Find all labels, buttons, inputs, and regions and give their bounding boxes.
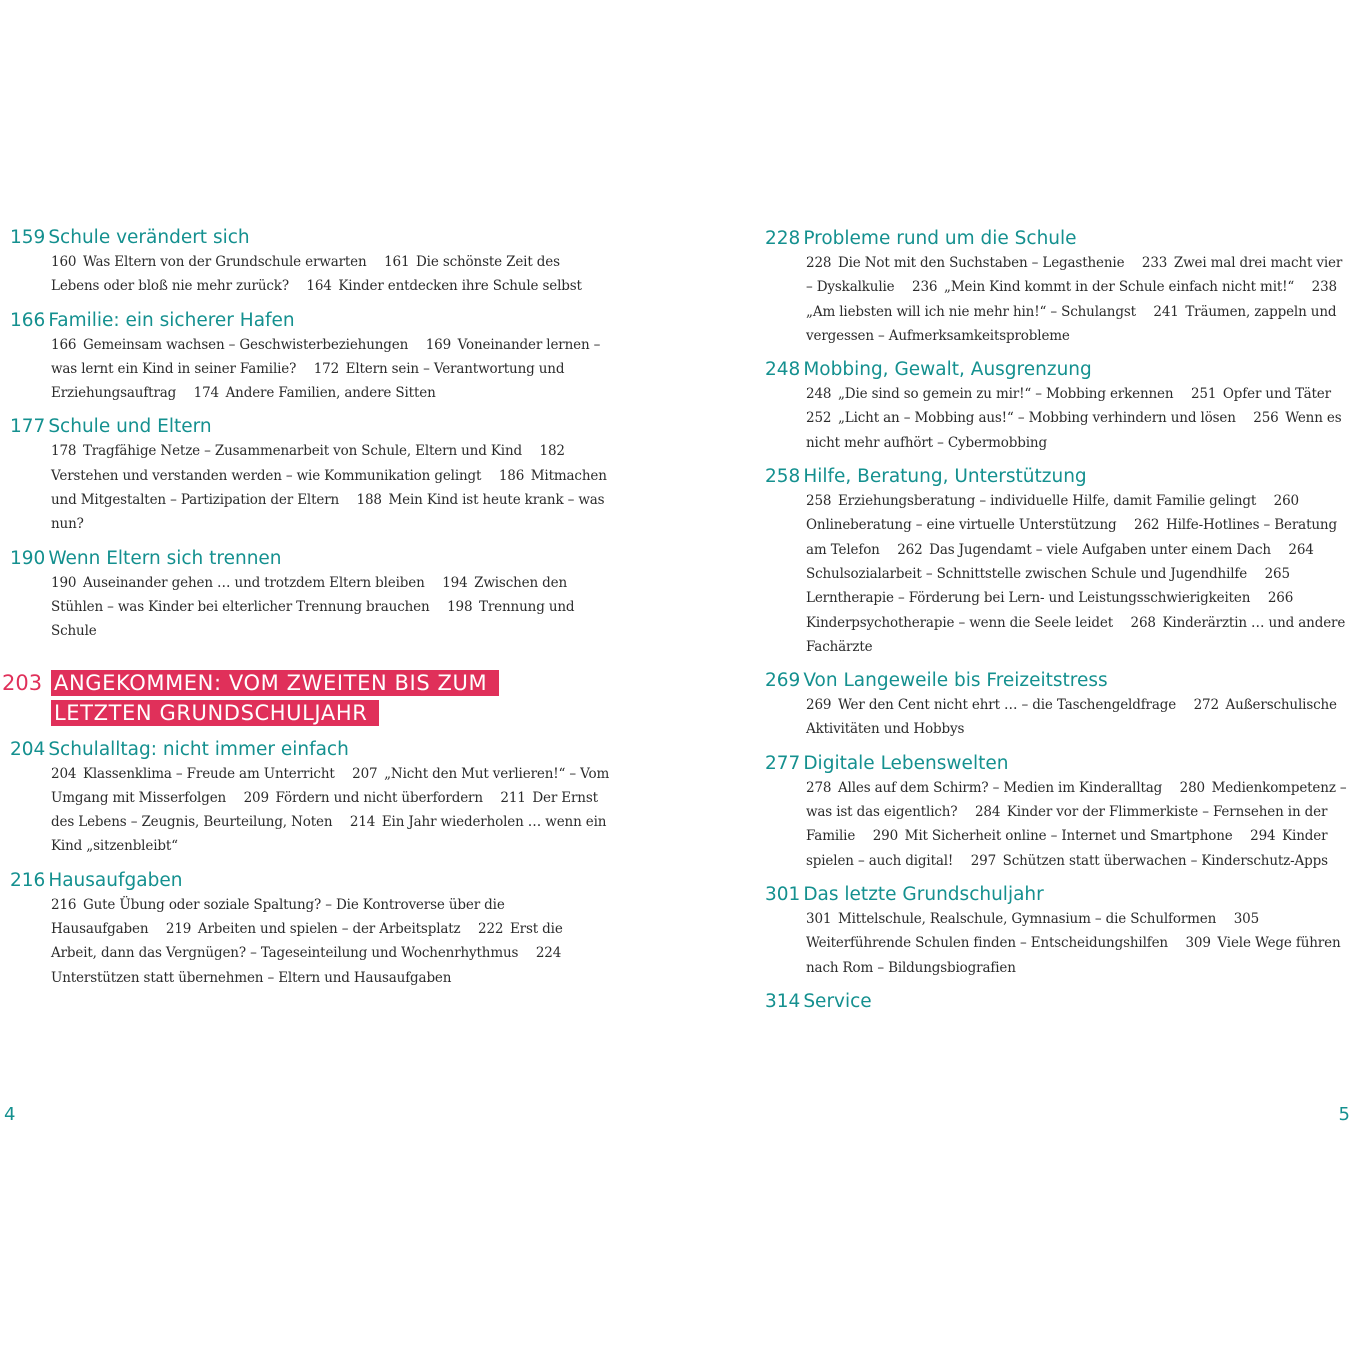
subsection-title: Mittelschule, Realschule, Gymnasium – die Schulformen [837,910,1217,927]
toc-group-a [10,226,610,644]
toc-entry [765,883,1350,980]
subsection-page-number: 166 [51,336,77,353]
subsection-title: Gemeinsam wachsen – Geschwisterbeziehungen [82,336,409,353]
subsection-title: Trennung und Schule [51,598,575,640]
subsection-page-number: 204 [51,765,77,782]
subsection-title: Eltern sein – Verantwortung und Erziehungsauftrag [51,360,565,402]
right-page-toc [765,227,1350,1024]
section-page-number: 277 [765,752,801,774]
subsection-page-number: 216 [51,896,77,913]
subsection-title: Onlineberatung – eine virtuelle Unterstützung [806,517,1117,534]
subsection-title: Arbeiten und spielen – der Arbeitsplatz [197,921,461,938]
subsection-title: Ein Jahr wiederholen … wenn ein Kind „sitzenbleibt“ [51,814,607,855]
section-heading [10,547,610,571]
subsection-page-number: 280 [1179,779,1205,796]
subsection-title: Mein Kind ist heute krank – was nun? [51,492,605,533]
subsection-page-number: 256 [1253,410,1279,427]
section-page-number: 258 [765,466,801,488]
subsection-title: Außerschulische Aktivitäten und Hobbys [806,697,1337,738]
subsection-title: Fördern und nicht überfordern [275,789,483,806]
section-title: Probleme rund um die Schule [803,228,1077,249]
section-heading [765,669,1350,693]
subsection-title: Kinderpsychotherapie – wenn die Seele leidet [806,614,1114,631]
toc-group-c [765,227,1350,1014]
subsection-page-number: 188 [356,492,382,509]
section-title: Wenn Eltern sich trennen [48,547,282,569]
page-number-right: 5 [1338,1104,1350,1125]
subsection-list [51,250,610,299]
subsection-title: Mitmachen und Mitgestalten – Partizipation der Eltern [51,467,607,509]
section-title: Hausaufgaben [48,869,183,891]
section-page-number: 269 [765,670,801,692]
chapter-title-line-2: LETZTEN GRUNDSCHULJAHR [51,700,379,726]
subsection-title: Erst die Arbeit, dann das Vergnügen? – Tageseinteilung und Wochenrhythmus [51,921,563,962]
subsection-page-number: 258 [806,493,832,510]
subsection-page-number: 284 [974,804,1001,821]
subsection-list [51,439,610,536]
subsection-item [971,853,1328,869]
subsection-title: Andere Familien, andere Sitten [225,385,436,402]
subsection-item [1191,386,1331,402]
subsection-title: Unterstützen statt übernehmen – Eltern und Hausaufgaben [51,969,452,986]
subsection-page-number: 224 [535,945,562,962]
subsection-page-number: 219 [165,921,192,938]
section-title: Familie: ein sicherer Hafen [48,309,295,331]
toc-entry [10,309,610,406]
subsection-page-number: 305 [1233,910,1260,927]
subsection-item [194,385,436,401]
subsection-title: Kinder spielen – auch digital! [806,828,1328,869]
subsection-title: Schulsozialarbeit – Schnittstelle zwischen Schule und Jugendhilfe [806,565,1248,582]
page-number-left: 4 [4,1104,16,1125]
section-heading [765,358,1350,382]
subsection-title: Die Not mit den Suchstaben – Legasthenie [837,255,1125,271]
section-page-number: 314 [765,990,801,1012]
subsection-page-number: 290 [872,828,899,845]
subsection-page-number: 228 [806,255,832,271]
section-page-number: 190 [10,547,46,569]
subsection-page-number: 209 [243,789,269,806]
subsection-item [806,697,1176,713]
subsection-list [51,893,610,990]
section-heading [10,738,610,762]
section-title: Schulalltag: nicht immer einfach [48,738,349,760]
subsection-page-number: 214 [349,814,376,831]
subsection-title: Träumen, zappeln und vergessen – Aufmerksamkeitsprobleme [806,303,1337,344]
subsection-title: Voneinander lernen – was lernt ein Kind in seiner Familie? [51,336,601,377]
subsection-item [306,278,581,294]
section-heading [765,465,1350,489]
subsection-page-number: 198 [447,598,473,615]
subsection-page-number: 272 [1193,697,1219,714]
subsection-item [806,493,1256,509]
section-title: Schule verändert sich [48,227,250,248]
subsection-page-number: 309 [1185,935,1211,952]
subsection-list [806,776,1350,873]
subsection-title: „Nicht den Mut verlieren!“ – Vom Umgang mit Misserfolgen [51,765,610,806]
subsection-page-number: 233 [1141,255,1168,271]
subsection-title: Was Eltern von der Grundschule erwarten [82,254,367,270]
subsection-title: „Die sind so gemein zu mir!“ – Mobbing erkennen [837,386,1174,403]
subsection-item [51,254,367,270]
toc-entry [10,226,610,299]
subsection-title: Erziehungsberatung – individuelle Hilfe, damit Familie gelingt [837,493,1257,510]
subsection-page-number: 236 [912,279,938,296]
toc-entry [10,415,610,536]
section-title: Schule und Eltern [48,416,212,438]
subsection-page-number: 207 [352,765,378,782]
subsection-title: Verstehen und verstanden werden – wie Kommunikation gelingt [51,467,482,484]
subsection-title: „Am liebsten will ich nie mehr hin!“ – Schulangst [806,303,1136,320]
subsection-page-number: 238 [1311,279,1337,296]
section-page-number: 204 [10,738,46,760]
subsection-item [244,790,483,806]
section-page-number: 228 [765,228,801,249]
toc-entry [765,990,1350,1014]
section-page-number: 166 [10,309,46,331]
subsection-title: Lerntherapie – Förderung bei Lern- und Leistungsschwierigkeiten [806,590,1251,607]
section-page-number: 248 [765,359,801,381]
section-heading [10,869,610,893]
section-heading [765,227,1350,251]
chapter-title [51,668,551,728]
subsection-title: Schützen statt überwachen – Kinderschutz-Apps [1002,852,1328,869]
subsection-title: „Mein Kind kommt in der Schule einfach nicht mit!“ [943,279,1295,296]
subsection-item [873,828,1233,844]
toc-entry [765,227,1350,348]
subsection-list [51,333,610,406]
subsection-title: „Licht an – Mobbing aus!“ – Mobbing verhindern und lösen [837,410,1236,427]
section-page-number: 159 [10,227,46,248]
subsection-page-number: 174 [193,385,219,402]
subsection-title: Opfer und Täter [1222,386,1331,403]
toc-entry [765,465,1350,659]
left-page-toc [2,226,610,1000]
section-heading [765,883,1350,907]
chapter-title-line-1: ANGEKOMMEN: VOM ZWEITEN BIS ZUM [51,670,499,696]
section-page-number: 216 [10,869,46,891]
subsection-list [806,907,1350,980]
subsection-title: Auseinander gehen … und trotzdem Eltern bleiben [82,574,425,591]
section-heading [10,226,610,250]
subsection-page-number: 178 [51,443,77,460]
section-heading [10,309,610,333]
subsection-page-number: 241 [1153,303,1179,320]
subsection-title: Wer den Cent nicht ehrt … – die Taschengeldfrage [837,697,1177,714]
subsection-page-number: 194 [442,574,468,591]
subsection-page-number: 260 [1273,493,1299,510]
subsection-item [897,542,1271,558]
subsection-page-number: 186 [498,467,525,484]
subsection-list [806,693,1350,742]
subsection-page-number: 160 [51,254,77,270]
subsection-title: Tragfähige Netze – Zusammenarbeit von Schule, Eltern und Kind [82,443,522,460]
subsection-item [806,386,1173,402]
subsection-list [806,489,1350,659]
subsection-page-number: 269 [806,697,832,714]
subsection-item [51,337,408,353]
subsection-page-number: 248 [806,386,832,403]
toc-entry [765,358,1350,455]
subsection-page-number: 301 [806,910,832,927]
subsection-list [51,762,610,859]
subsection-title: Viele Wege führen nach Rom – Bildungsbiografien [806,935,1341,976]
section-title: Von Langeweile bis Freizeitstress [803,670,1108,692]
subsection-page-number: 294 [1250,828,1276,845]
subsection-item [806,410,1236,426]
subsection-page-number: 262 [1134,517,1160,534]
subsection-title: Medienkompetenz – was ist das eigentlich? [806,779,1347,821]
subsection-item [806,911,1216,927]
toc-group-b [10,738,610,990]
subsection-title: Weiterführende Schulen finden – Entscheidungshilfen [806,935,1168,952]
subsection-title: Das Jugendamt – viele Aufgaben unter einem Dach [929,541,1271,558]
toc-entry [10,869,610,990]
subsection-list [806,251,1350,348]
subsection-item [806,780,1162,796]
subsection-title: Zwischen den Stühlen – was Kinder bei elterlicher Trennung brauchen [51,574,568,615]
subsection-list [806,382,1350,455]
subsection-title: Alles auf dem Schirm? – Medien im Kinderalltag [837,779,1163,796]
subsection-page-number: 264 [1288,541,1314,558]
subsection-title: Die schönste Zeit des Lebens oder bloß nie mehr zurück? [51,254,560,295]
subsection-title: Zwei mal drei macht vier – Dyskalkulie [806,255,1343,296]
subsection-page-number: 182 [539,443,565,460]
toc-entry [765,752,1350,873]
subsection-title: Kinder entdecken ihre Schule selbst [338,278,582,295]
subsection-title: Wenn es nicht mehr aufhört – Cybermobbing [806,410,1342,451]
subsection-page-number: 169 [425,336,452,353]
subsection-page-number: 297 [970,852,997,869]
subsection-title: Hilfe-Hotlines – Beratung am Telefon [806,517,1337,558]
section-title: Digitale Lebenswelten [803,752,1009,774]
subsection-list [51,571,610,644]
section-heading [10,415,610,439]
subsection-page-number: 161 [384,254,410,270]
subsection-title: Gute Übung oder soziale Spaltung? – Die Kontroverse über die Hausaufgaben [51,896,505,938]
subsection-item [51,443,522,459]
subsection-title: Klassenklima – Freude am Unterricht [82,765,335,782]
subsection-page-number: 268 [1130,614,1156,631]
toc-entry [765,669,1350,742]
section-page-number: 301 [765,883,801,905]
subsection-title: Der Ernst des Lebens – Zeugnis, Beurteilung, Noten [51,789,598,831]
toc-entry [10,547,610,644]
subsection-item [806,255,1124,271]
section-title: Mobbing, Gewalt, Ausgrenzung [803,359,1092,381]
section-title: Hilfe, Beratung, Unterstützung [803,466,1087,488]
subsection-item [51,575,425,591]
subsection-page-number: 190 [51,574,77,591]
subsection-title: Kinder vor der Flimmerkiste – Fernsehen in der Familie [806,804,1328,845]
section-title: Das letzte Grundschuljahr [803,883,1044,905]
chapter-heading [2,668,610,730]
subsection-item [51,766,335,782]
toc-entry [10,738,610,859]
subsection-page-number: 251 [1190,386,1217,403]
chapter-number: 203 [2,670,43,695]
subsection-page-number: 262 [897,541,923,558]
subsection-title: Mit Sicherheit online – Internet und Smartphone [904,828,1233,845]
section-heading [765,990,1350,1014]
subsection-page-number: 172 [313,360,340,377]
subsection-page-number: 211 [500,789,526,806]
subsection-page-number: 266 [1267,590,1294,607]
subsection-page-number: 265 [1264,565,1290,582]
section-heading [765,752,1350,776]
subsection-item [912,279,1294,295]
subsection-page-number: 164 [306,278,332,295]
subsection-page-number: 278 [806,779,832,796]
section-page-number: 177 [10,416,46,438]
section-title: Service [803,990,872,1012]
subsection-item [166,921,461,937]
subsection-page-number: 222 [478,921,504,938]
subsection-page-number: 252 [806,410,832,427]
subsection-title: Kinderärztin … und andere Fachärzte [806,614,1346,655]
